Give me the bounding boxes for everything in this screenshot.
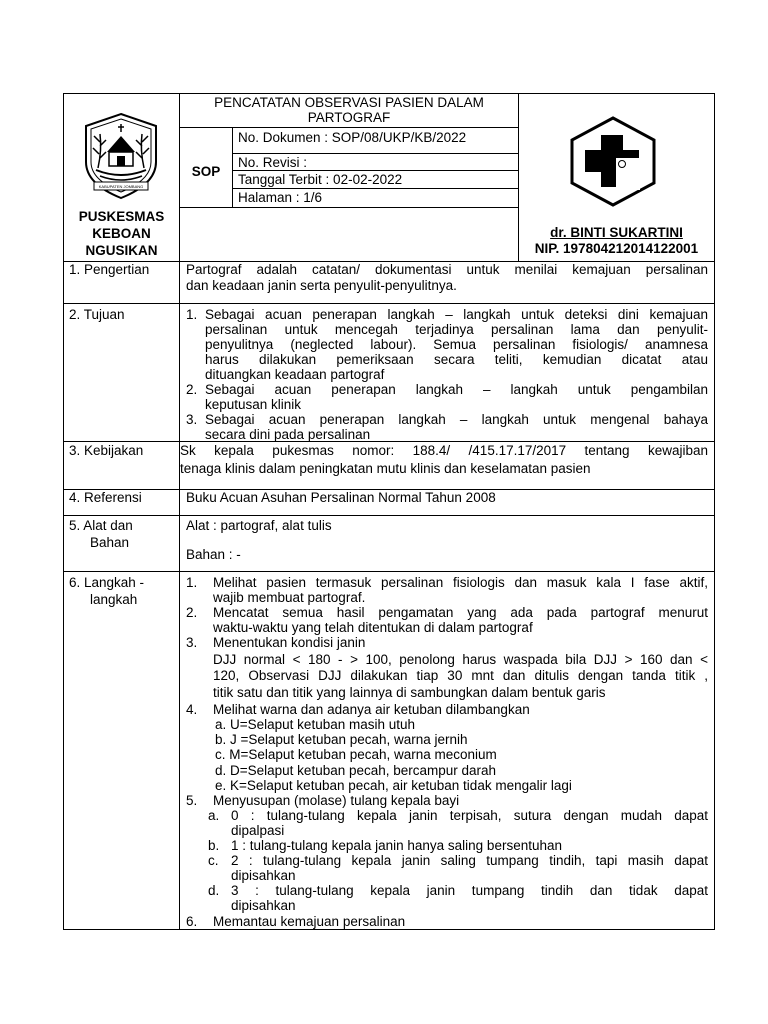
label-alat-line2: Bahan — [90, 535, 130, 550]
step5-sub-c-line1: 2 : tulang-tulang kepala janin saling tumpang tindih, tapi masih dapat — [231, 853, 708, 868]
header-divider-v3 — [232, 127, 233, 207]
page-number: Halaman : 1/6 — [238, 190, 323, 205]
step5-sub-d-letter: d. — [208, 883, 220, 898]
step6-num: 6. — [186, 914, 198, 929]
label-kebijakan: 3. Kebijakan — [69, 443, 144, 458]
label-langkah-line2: langkah — [90, 592, 138, 607]
step2-num: 2. — [186, 605, 198, 620]
step3-line4: titik satu dan titik yang lainnya di sambungkan dalam bentuk garis — [213, 685, 606, 700]
label-referensi: 4. Referensi — [69, 490, 142, 505]
header-divider-h1 — [179, 127, 519, 128]
pengertian-line2: dan keadaan janin serta penyulit-penyulitnya. — [186, 278, 457, 293]
step2-line2: waktu-waktu yang telah ditentukan di dalam partograf — [213, 620, 533, 635]
label-tujuan: 2. Tujuan — [69, 307, 125, 322]
step5-sub-b-letter: b. — [208, 838, 220, 853]
referensi-text: Buku Acuan Asuhan Persalinan Normal Tahun 2008 — [186, 490, 496, 505]
document-title-line2: PARTOGRAF — [307, 110, 391, 125]
regency-seal-text: KABUPATEN JOMBANG — [98, 184, 144, 189]
header-divider-h4 — [232, 188, 519, 189]
label-alat-line1: 5. Alat dan — [69, 518, 133, 533]
step3-line3: 120, Observasi DJJ dilakukan tiap 30 mnt dan ditulis dengan tanda titik , — [213, 668, 708, 683]
step1-line1: Melihat pasien termasuk persalinan fisiologis dan masuk kala I fase aktif, — [213, 575, 708, 590]
step5-sub-a-letter: a. — [208, 808, 220, 823]
tujuan-item3-line2: secara dini pada persalinan — [205, 427, 371, 442]
document-title-line1: PENCATATAN OBSERVASI PASIEN DALAM — [214, 95, 484, 110]
step5-sub-d-line1: 3 : tulang-tulang kepala janin tumpang tindih dan tidak dapat — [231, 883, 708, 898]
row-divider-4 — [63, 515, 715, 516]
step5-text: Menyusupan (molase) tulang kepala bayi — [213, 793, 460, 808]
table-border-top — [63, 93, 715, 94]
signer-nip: NIP. 197804212014122001 — [534, 241, 699, 256]
step4-sub-b: b. J =Selaput ketuban pecah, warna jernih — [215, 732, 468, 747]
sop-label: SOP — [191, 164, 221, 179]
tujuan-item2-num: 2. — [186, 382, 198, 397]
table-border-bottom — [63, 929, 715, 930]
step5-sub-c-line2: dipisahkan — [231, 868, 296, 883]
label-langkah-line1: 6. Langkah - — [69, 575, 145, 590]
org-name-line3: NGUSIKAN — [85, 243, 158, 258]
tujuan-item1-line4: harus dilakukan pemeriksaan secara teliti, kemudian dicatat atau — [205, 352, 708, 367]
puskesmas-logo — [567, 115, 659, 207]
tujuan-item3-num: 3. — [186, 412, 198, 427]
tujuan-item2-line1: Sebagai acuan penerapan langkah – langkah untuk pengambilan — [205, 382, 708, 397]
step1-line2: wajib membuat partograf. — [213, 590, 366, 605]
org-name-line1: PUSKESMAS — [78, 209, 165, 224]
header-divider-h2 — [232, 153, 519, 154]
step1-num: 1. — [186, 575, 198, 590]
alat-text: Alat : partograf, alat tulis — [186, 518, 332, 533]
label-pengertian: 1. Pengertian — [69, 262, 150, 277]
tujuan-item1-line2: persalinan untuk mencegah terjadinya persalinan lama dan penyulit- — [205, 322, 708, 337]
step3-num: 3. — [186, 635, 198, 650]
step5-sub-a-line2: dipalpasi — [231, 823, 285, 838]
tujuan-item1-line5: dituangkan keadaan partograf — [205, 367, 385, 382]
tujuan-item1-line1: Sebagai acuan penerapan langkah – langkah untuk deteksi dini kemajuan — [205, 307, 708, 322]
revision-number: No. Revisi : — [238, 155, 308, 170]
step4-sub-d: d. D=Selaput ketuban pecah, bercampur darah — [215, 763, 497, 778]
row-divider-5 — [63, 571, 715, 572]
step3-line2: DJJ normal < 180 - > 100, penolong harus waspada bila DJJ > 160 dan < — [213, 652, 708, 667]
step4-text: Melihat warna dan adanya air ketuban dilambangkan — [213, 702, 530, 717]
tujuan-item1-num: 1. — [186, 307, 198, 322]
step5-num: 5. — [186, 793, 198, 808]
step4-num: 4. — [186, 702, 198, 717]
header-divider-h5 — [179, 207, 519, 208]
step5-sub-b-line1: 1 : tulang-tulang kepala janin hanya saling bersentuhan — [231, 838, 562, 853]
step4-sub-a: a. U=Selaput ketuban masih utuh — [215, 717, 416, 732]
row-divider-2 — [63, 441, 715, 442]
table-border-right — [714, 93, 715, 930]
step4-sub-e: e. K=Selaput ketuban pecah, air ketuban tidak mengalir lagi — [215, 778, 572, 793]
org-name-line2: KEBOAN — [92, 226, 151, 241]
signer-name: dr. BINTI SUKARTINI — [550, 225, 683, 240]
tujuan-item3-line1: Sebagai acuan penerapan langkah – langkah untuk mengenal bahaya — [205, 412, 708, 427]
pengertian-line1: Partograf adalah catatan/ dokumentasi untuk menilai kemajuan persalinan — [186, 262, 708, 277]
row-divider-1 — [63, 303, 715, 304]
kebijakan-line2: tenaga klinis dalam peningkatan mutu klinis dan keselamatan pasien — [180, 461, 591, 476]
step3-line1: Menentukan kondisi janin — [213, 635, 366, 650]
document-number: No. Dokumen : SOP/08/UKP/KB/2022 — [238, 130, 467, 145]
regency-logo — [76, 110, 166, 202]
kebijakan-line1: Sk kepala pukesmas nomor: 188.4/ /415.17.17/2017 tentang kewajiban — [180, 443, 708, 458]
tujuan-item1-line3: penyulitnya (neglected labour). Semua persalinan fisiologis/ anamnesa — [205, 337, 708, 352]
step5-sub-c-letter: c. — [208, 853, 219, 868]
step2-line1: Mencatat semua hasil pengamatan yang ada pada partograf menurut — [213, 605, 708, 620]
step6-text: Memantau kemajuan persalinan — [213, 914, 406, 929]
tujuan-item2-line2: keputusan klinik — [205, 397, 302, 412]
header-divider-h3 — [232, 170, 519, 171]
bahan-text: Bahan : - — [186, 547, 241, 562]
body-divider-v — [179, 261, 180, 930]
step5-sub-a-line1: 0 : tulang-tulang kepala janin terpisah, sutura dengan mudah dapat — [231, 808, 708, 823]
step5-sub-d-line2: dipisahkan — [231, 898, 296, 913]
step4-sub-c: c. M=Selaput ketuban pecah, warna meconium — [215, 747, 497, 762]
issue-date: Tanggal Terbit : 02-02-2022 — [238, 172, 403, 187]
